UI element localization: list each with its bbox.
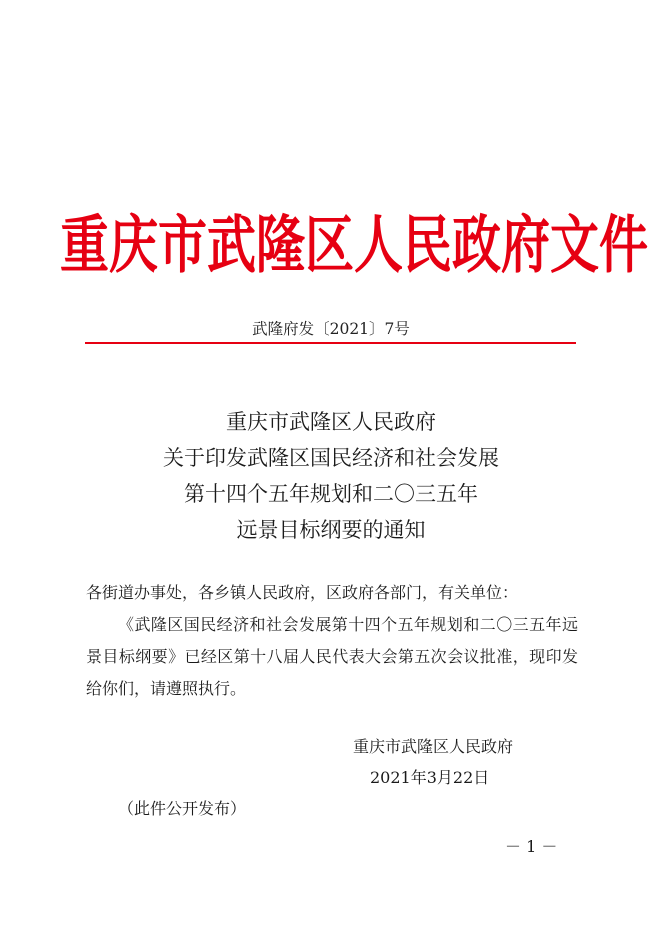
notice-body	[86, 577, 578, 705]
red-divider-line	[85, 342, 576, 344]
notice-title	[0, 404, 662, 548]
page-number: － 1 －	[505, 837, 558, 856]
document-number: 武隆府发〔2021〕7号	[252, 320, 410, 338]
notice-title-line: 第十四个五年规划和二〇三五年	[184, 482, 478, 506]
notice-title-line: 重庆市武隆区人民政府	[226, 410, 436, 434]
notice-title-line: 远景目标纲要的通知	[236, 518, 426, 542]
body-paragraph: 《武隆区国民经济和社会发展第十四个五年规划和二〇三五年远景目标纲要》已经区第十八届人民代表大会第五次会议批准，现印发给你们，请遵照执行。	[86, 615, 578, 698]
notice-title-line: 关于印发武隆区国民经济和社会发展	[163, 446, 499, 470]
document-header-title: 重庆市武隆区人民政府文件	[60, 207, 649, 282]
publication-note: （此件公开发布）	[118, 799, 247, 818]
issue-date: 2021年3月22日	[370, 768, 490, 787]
issuer-signature: 重庆市武隆区人民政府	[353, 737, 514, 756]
salutation: 各街道办事处，各乡镇人民政府，区政府各部门，有关单位：	[86, 583, 519, 602]
